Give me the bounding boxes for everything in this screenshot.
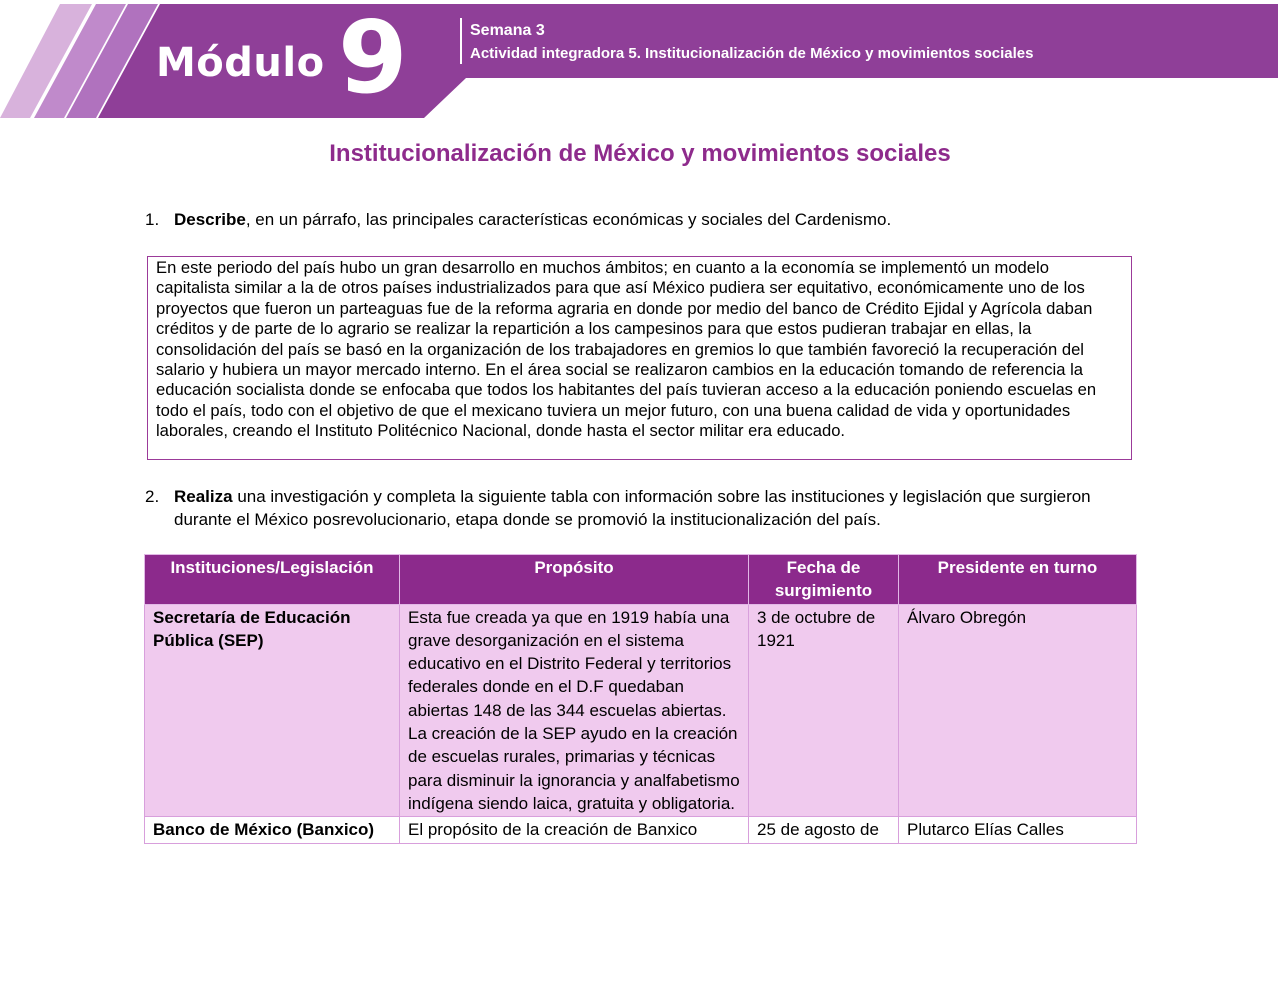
- module-header-banner: [0, 0, 1280, 120]
- question-2-text: [174, 485, 1136, 531]
- week-label: Semana 3: [470, 22, 545, 39]
- module-number: 9: [338, 0, 408, 116]
- question-1-rest: , en un párrafo, las principales características económicas y sociales del Cardenismo.: [245, 210, 892, 229]
- answer-1-box: En este periodo del país hubo un gran desarrollo en muchos ámbitos; en cuanto a la economía se implementó un modelo capitalista similar a la de otros países industrializados para que así México pudiera ser equitativo, económicamente uno de los proyectos que fueron un parteaguas fue de la reforma agraria en donde por medio del banco de Crédito Ejidal y Agrícola daban créditos y de parte de lo agrario se realizar la repartición a los campesinos para que estos pudieran trabajar en ellas, la consolidación del país se basó en la organización de los trabajadores en gremios lo que también favoreció la recuperación del salario y hubiera un mayor mercado interno. En el área social se realizaron cambios en la educación tomando de referencia la educación socialista donde se enfocaba que todos los habitantes del país tuvieran acceso a la educación poniendo escuelas en todo el país, todo con el objetivo de que el mexicano tuviera un mejor futuro, con una buena calidad de vida y oportunidades laborales, creando el Instituto Politécnico Nacional, donde hasta el sector militar era educado.: [147, 256, 1132, 460]
- institutions-table: [144, 554, 1137, 844]
- table-row: [145, 817, 1137, 843]
- question-2: [145, 485, 1135, 533]
- question-1-number: 1.: [145, 210, 160, 229]
- institution-name: Banco de México (Banxico): [145, 817, 400, 843]
- column-header-purpose: Propósito: [400, 555, 749, 605]
- column-header-president: Presidente en turno: [899, 555, 1137, 605]
- institution-name: Secretaría de Educación Pública (SEP): [145, 604, 400, 817]
- activity-title: Actividad integradora 5. Institucionalización de México y movimientos sociales: [470, 45, 1034, 62]
- institution-date: 3 de octubre de 1921: [749, 604, 899, 817]
- question-1-verb: Describe: [174, 210, 246, 229]
- question-1-text: [174, 208, 1134, 231]
- institution-purpose: Esta fue creada ya que en 1919 había una grave desorganización en el sistema educativo en el Distrito Federal y territorios federales donde en el D.F quedaban abiertas 148 de las 344 escuelas abiertas. La creación de la SEP ayudo en la creación de escuelas rurales, primarias y técnicas para disminuir la ignorancia y analfabetismo indígena siendo laica, gratuita y obligatoria.: [400, 604, 749, 817]
- column-header-institution: Instituciones/Legislación: [145, 555, 400, 605]
- institution-president: Plutarco Elías Calles: [899, 817, 1137, 843]
- module-label: Módulo: [156, 40, 325, 86]
- institution-purpose: El propósito de la creación de Banxico: [400, 817, 749, 843]
- table-row: [145, 604, 1137, 817]
- header-divider: [460, 18, 462, 64]
- column-header-date: Fecha de surgimiento: [749, 555, 899, 605]
- institution-date: 25 de agosto de: [749, 817, 899, 843]
- table-header-row: [145, 555, 1137, 605]
- institution-president: Álvaro Obregón: [899, 604, 1137, 817]
- question-2-rest: una investigación y completa la siguiente tabla con información sobre las instituciones y legislación que surgieron durante el México posrevolucionario, etapa donde se promovió la institucionalización del país.: [174, 487, 1091, 529]
- page-title: Institucionalización de México y movimientos sociales: [329, 140, 951, 167]
- question-2-number: 2.: [145, 487, 160, 506]
- question-1: [145, 208, 1135, 232]
- question-2-verb: Realiza: [174, 487, 233, 506]
